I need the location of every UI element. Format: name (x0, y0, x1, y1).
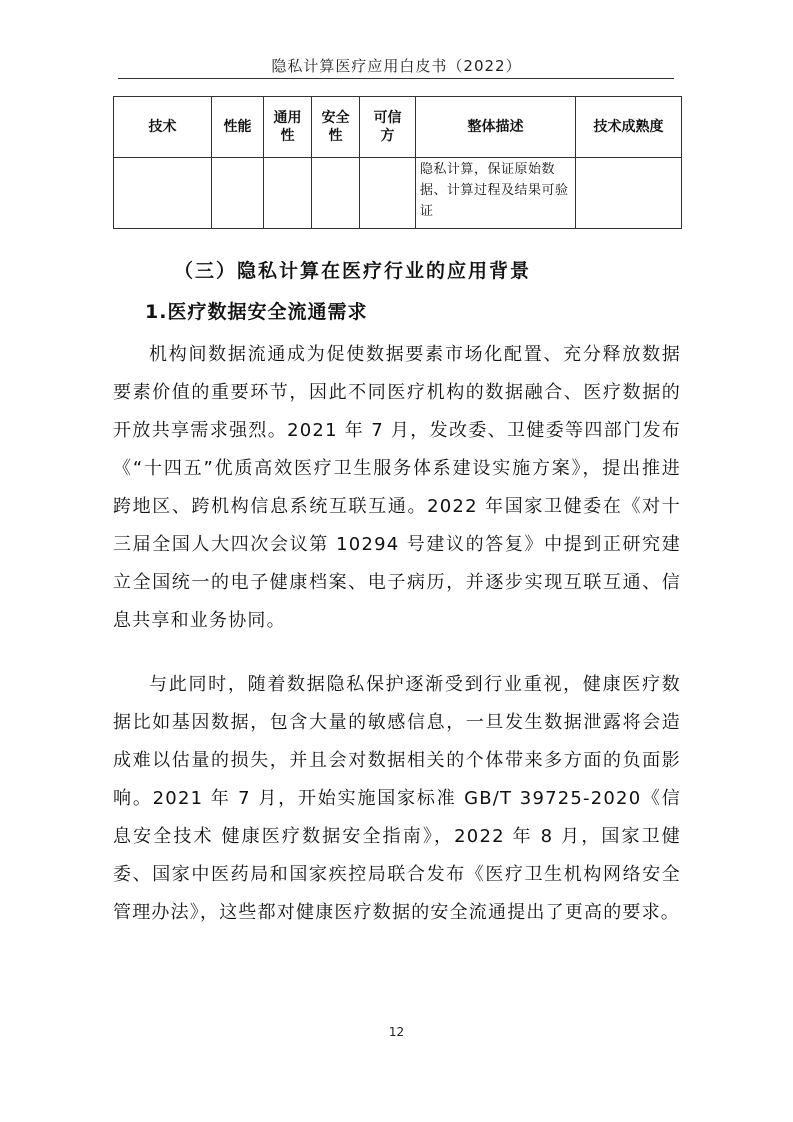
table-cell (114, 158, 212, 229)
table-cell (264, 158, 312, 229)
table-row (114, 158, 682, 229)
section-heading: （三）隐私计算在医疗行业的应用背景 (174, 260, 532, 282)
table-cell (360, 158, 416, 229)
table-cell-description: 隐私计算，保证原始数据、计算过程及结果可验证 (416, 158, 576, 229)
page-number: 12 (388, 1025, 405, 1039)
technology-comparison-table (113, 96, 682, 229)
column-header-performance: 性能 (212, 97, 264, 158)
column-header-security: 安全性 (312, 97, 360, 158)
table-cell (312, 158, 360, 229)
body-paragraph: 与此同时，随着数据隐私保护逐渐受到行业重视，健康医疗数据比如基因数据，包含大量的敏感信息，一旦发生数据泄露将会造成难以估量的损失，并且会对数据相关的个体带来多方面的负面影响。2021 年 7 月，开始实施国家标准 GB/T 39725-2020《信息安全技术 健康医疗数据安全指南》，2022 年 8 月，国家卫健委、国家中医药局和国家疾控局联合发布《医疗卫生机构网络安全管理办法》，这些都对健康医疗数据的安全流通提出了更高的要求。 (113, 674, 681, 923)
running-header: 隐私计算医疗应用白皮书（2022） (271, 57, 522, 75)
column-header-technology: 技术 (114, 97, 212, 158)
column-header-generality: 通用性 (264, 97, 312, 158)
header-divider (118, 78, 674, 79)
subsection-heading: 1.医疗数据安全流通需求 (145, 301, 368, 323)
table-cell (212, 158, 264, 229)
column-header-trusted-party: 可信方 (360, 97, 416, 158)
table-cell (576, 158, 682, 229)
column-header-maturity: 技术成熟度 (576, 97, 682, 158)
column-header-overall-description: 整体描述 (416, 97, 576, 158)
body-paragraph: 机构间数据流通成为促使数据要素市场化配置、充分释放数据要素价值的重要环节，因此不同医疗机构的数据融合、医疗数据的开放共享需求强烈。2021 年 7 月，发改委、卫健委等四部门发布《“十四五”优质高效医疗卫生服务体系建设实施方案》，提出推进跨地区、跨机构信息系统互联互通。2022 年国家卫健委在《对十三届全国人大四次会议第 10294 号建议的答复》中提到正研究建立全国统一的电子健康档案、电子病历，并逐步实现互联互通、信息共享和业务协同。 (113, 344, 681, 631)
table-header-row (114, 97, 682, 158)
